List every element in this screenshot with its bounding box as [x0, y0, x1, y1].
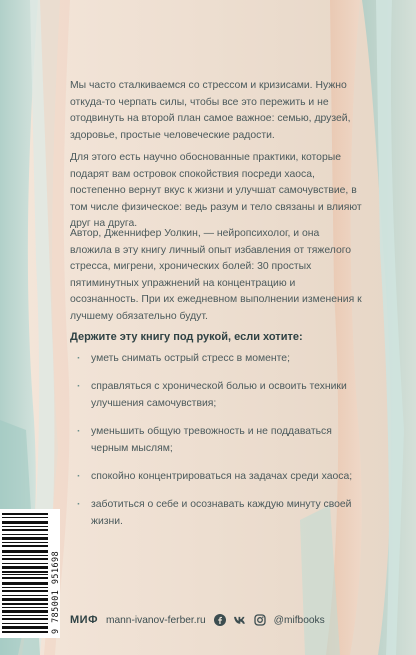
- bullet-icon: ·: [77, 499, 81, 511]
- bullet-heading: Держите эту книгу под рукой, если хотите:: [70, 331, 303, 343]
- barcode-bars-icon: [2, 513, 48, 634]
- social-handle[interactable]: @mifbooks: [273, 614, 325, 626]
- list-item: · справляться с хронической болью и освоить техники улучшения самочувствия;: [77, 381, 347, 409]
- list-item: · уметь снимать острый стресс в моменте;: [77, 351, 367, 367]
- benefit-list: [77, 351, 367, 542]
- publisher-logo: МИФ: [70, 614, 98, 626]
- author-paragraph: Автор, Дженнифер Уолкин, — нейропсихолог, и она вложила в эту книгу личный опыт избавления от тяжелого стресса, мигрени, хронических болей: 30 простых пятиминутных упражнений на концентрацию и осознанность. При их ежедневном выполнении изменения к лучшему обязательно будут.: [70, 228, 362, 322]
- facebook-icon[interactable]: [214, 614, 226, 626]
- bullet-icon: ·: [77, 471, 81, 483]
- intro-paragraph: Мы часто сталкиваемся со стрессом и кризисами. Нужно откуда-то черпать силы, чтобы все это пережить и не отодвинуть на второй план самое важное: семью, друзей, здоровье, простые человеческие радости.: [70, 80, 351, 141]
- bullet-icon: ·: [77, 426, 81, 438]
- website-link[interactable]: mann-ivanov-ferber.ru: [105, 614, 206, 626]
- list-item: · заботиться о себе и осознавать каждую минуту своей жизни.: [77, 499, 352, 527]
- instagram-icon[interactable]: [254, 614, 266, 626]
- bullet-icon: ·: [77, 381, 81, 393]
- list-item: · спокойно концентрироваться на задачах среди хаоса;: [77, 469, 367, 485]
- bullet-icon: ·: [77, 353, 81, 364]
- vk-icon[interactable]: [234, 614, 246, 626]
- list-item: · уменьшить общую тревожность и не поддаваться черным мыслям;: [77, 426, 332, 454]
- isbn-number: 9 785001 951698: [50, 550, 60, 634]
- publisher-footer: [70, 611, 325, 629]
- practices-paragraph: Для этого есть научно обоснованные практики, которые подарят вам островок спокойствия посреди хаоса, постепенно вернут вкус к жизни и улучшат самочувствие, в том числе физическое: ведь разум и тело связаны и влияют друг на друга.: [70, 152, 362, 230]
